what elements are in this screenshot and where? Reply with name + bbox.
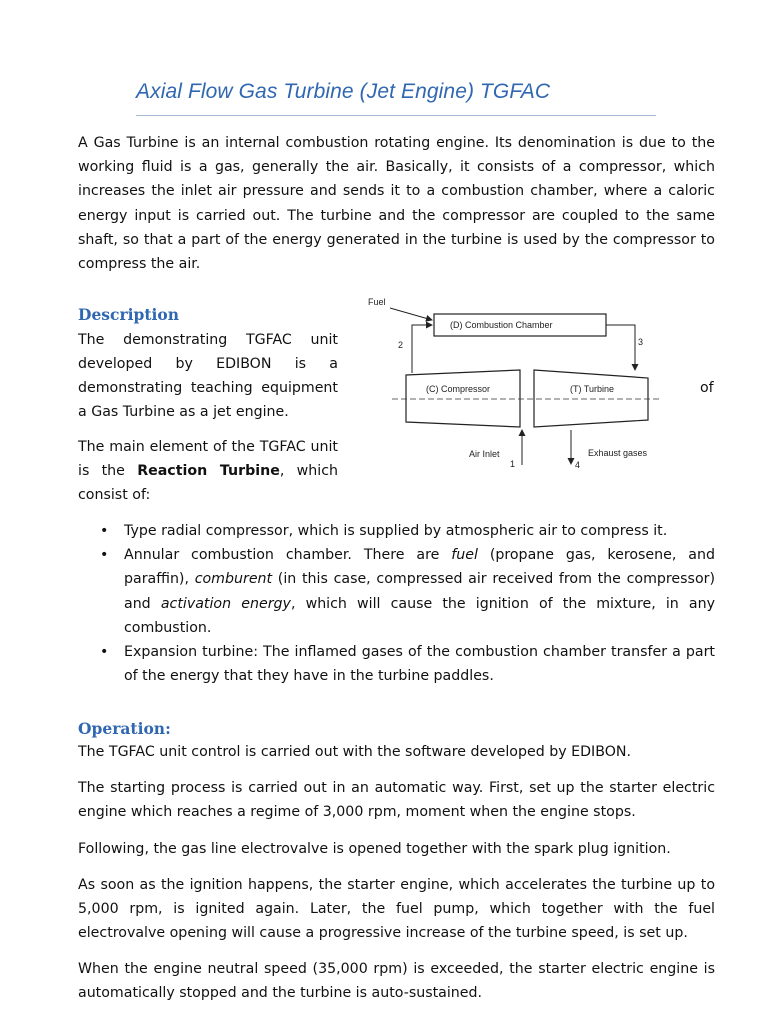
combustion-chamber-label: (D) Combustion Chamber bbox=[450, 320, 553, 330]
fuel-term: fuel bbox=[451, 547, 478, 564]
intro-paragraph: A Gas Turbine is an internal combustion rotating engine. Its denomination is due to the working fluid is a gas, generally the air. Basically, it consists of a compressor, which increases the inlet air pressure and sends it to a combustion chamber, where a caloric energy input is carried out. The turbine and the compressor are coupled to the same shaft, so that a part of the energy generated in the turbine is used by the compressor to compress the air. bbox=[78, 135, 715, 273]
comburent-term: comburent bbox=[194, 571, 273, 588]
flow-3-line bbox=[606, 325, 635, 370]
description-line: developed by EDIBON is a bbox=[78, 356, 338, 372]
activation-energy-term: activation energy bbox=[160, 595, 291, 612]
operation-paragraph-2: The starting process is carried out in an automatic way. First, set up the starter electric engine which reaches a regime of 3,000 rpm, moment when the engine stops. bbox=[78, 780, 715, 821]
flow-2-line bbox=[412, 325, 432, 373]
list-item-text: (in this case, compressed air received from the compressor) and bbox=[124, 571, 715, 612]
station-3-label: 3 bbox=[638, 337, 644, 347]
para2-prefix: The main element of the TGFAC unit is the bbox=[78, 439, 338, 479]
para2-suffix: , which consist of: bbox=[78, 463, 338, 503]
bullet-icon: • bbox=[100, 523, 109, 539]
fuel-arrow bbox=[390, 308, 432, 320]
description-line: a Gas Turbine as a jet engine. bbox=[78, 404, 289, 420]
turbine-label: (T) Turbine bbox=[570, 384, 615, 394]
station-1-label: 1 bbox=[510, 459, 516, 469]
bullet-icon: • bbox=[100, 547, 109, 564]
bullet-icon: • bbox=[100, 644, 109, 661]
list-item-text: , which will cause the ignition of the mixture, in any combustion. bbox=[124, 595, 715, 636]
reaction-turbine-term: Reaction Turbine bbox=[137, 463, 280, 479]
list-item-text: Type radial compressor, which is supplied by atmospheric air to compress it. bbox=[124, 523, 668, 539]
exhaust-label: Exhaust gases bbox=[588, 448, 648, 458]
compressor-label: (C) Compressor bbox=[426, 384, 491, 394]
description-heading: Description bbox=[78, 305, 180, 324]
list-item bbox=[78, 640, 715, 688]
page-title: Axial Flow Gas Turbine (Jet Engine) TGFAC bbox=[136, 80, 551, 103]
turbine-shape bbox=[534, 370, 648, 427]
title-underline bbox=[136, 115, 656, 116]
description-line: demonstrating teaching equipment bbox=[78, 380, 338, 396]
operation-paragraph-3: Following, the gas line electrovalve is opened together with the spark plug ignition. bbox=[78, 841, 671, 857]
station-2-label: 2 bbox=[398, 340, 404, 350]
list-item-text: Annular combustion chamber. There are bbox=[124, 547, 452, 564]
operation-heading: Operation: bbox=[78, 719, 171, 738]
list-item bbox=[78, 543, 715, 640]
air-inlet-label: Air Inlet bbox=[469, 449, 500, 459]
station-4-label: 4 bbox=[575, 460, 581, 470]
description-line: The demonstrating TGFAC unit bbox=[78, 332, 338, 348]
operation-paragraph-5: When the engine neutral speed (35,000 rpm) is exceeded, the starter electric engine is automatically stopped and the turbine is auto-sustained. bbox=[78, 961, 715, 1002]
description-paragraph-2 bbox=[78, 435, 338, 507]
gas-turbine-diagram bbox=[362, 290, 692, 475]
fuel-label: Fuel bbox=[368, 297, 386, 307]
list-item-text: (propane gas, kerosene, and paraffin), bbox=[124, 547, 715, 588]
component-list bbox=[78, 519, 715, 688]
list-item bbox=[78, 519, 715, 543]
list-item-text: Expansion turbine: The inflamed gases of the combustion chamber transfer a part of the energy that they have in the turbine paddles. bbox=[124, 644, 715, 685]
operation-paragraph-4: As soon as the ignition happens, the starter engine, which accelerates the turbine up to 5,000 rpm, is ignited again. Later, the fuel pump, which together with the fuel electrovalve opening will cause a progressive increase of the turbine speed, is set up. bbox=[78, 877, 715, 942]
compressor-shape bbox=[406, 370, 520, 427]
description-of-word: of bbox=[700, 380, 714, 396]
description-paragraph-1 bbox=[78, 328, 338, 424]
operation-paragraph-1: The TGFAC unit control is carried out with the software developed by EDIBON. bbox=[78, 744, 631, 760]
